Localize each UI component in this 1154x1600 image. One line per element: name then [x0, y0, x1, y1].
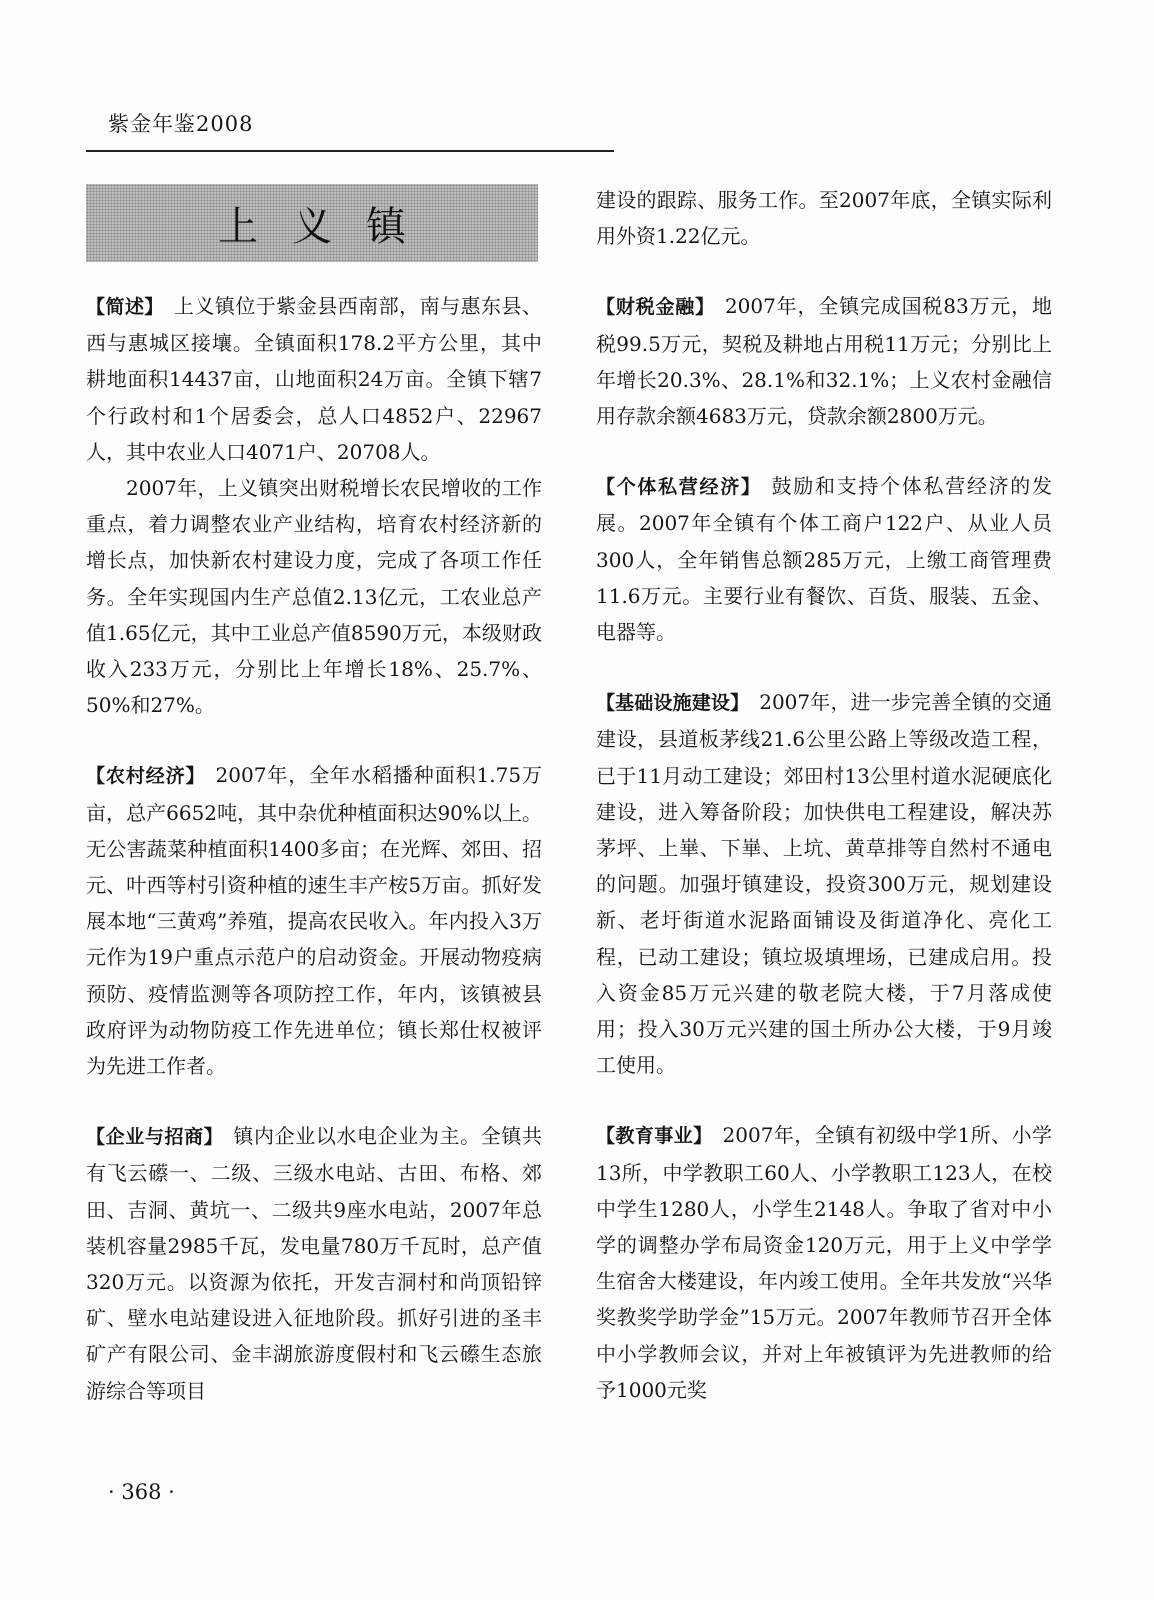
enterprise-text: 镇内企业以水电企业为主。全镇共有飞云礤一、二级、三级水电站、古田、布格、郊田、吉洞、黄坑一、二级共9座水电站，2007年总装机容量2985千瓦，发电量780万千瓦时，总产值320万元。以资源为依托，开发吉洞村和尚顶铅锌矿、壁水电站建设进入征地阶段。抓好引进的圣丰矿产有限公司、金丰湖旅游度假村和飞云礤生态旅游综合等项目 [86, 1124, 542, 1403]
left-column [86, 288, 542, 1409]
header-rule [86, 150, 614, 152]
summary-paragraph [86, 288, 542, 470]
private-economy-label: 【个体私营经济】 [596, 476, 762, 499]
enterprise-label: 【企业与招商】 [86, 1126, 224, 1149]
right-column [596, 182, 1052, 1408]
private-economy-text: 鼓励和支持个体私营经济的发展。2007年全镇有个体工商户122户、从业人员300人，全年销售总额285万元，上缴工商管理费11.6万元。主要行业有餐饮、百货、服装、五金、电器等。 [596, 474, 1052, 645]
summary-text: 上义镇位于紫金县西南部，南与惠东县、西与惠城区接壤。全镇面积178.2平方公里，其中耕地面积14437亩，山地面积24万亩。全镇下辖7个行政村和1个居委会，总人口4852户、22967人，其中农业人口4071户、20708人。 [86, 294, 542, 464]
finance-text: 2007年，全镇完成国税83万元，地税99.5万元，契税及耕地占用税11万元；分别比上年增长20.3%、28.1%和32.1%；上义农村金融信用存款余额4683万元，贷款余额2800万元。 [596, 294, 1052, 429]
page-number: · 368 · [108, 1480, 175, 1504]
rural-economy-label: 【农村经济】 [86, 765, 206, 788]
summary-paragraph-2: 2007年，上义镇突出财税增长农民增收的工作重点，着力调整农业产业结构，培育农村经济新的增长点，加快新农村建设力度，完成了各项工作任务。全年实现国内生产总值2.13亿元，工农业总产值1.65亿元，其中工业总产值8590万元，本级财政收入233万元，分别比上年增长18%、25.7%、50%和27%。 [86, 476, 542, 718]
education-label: 【教育事业】 [596, 1125, 713, 1148]
summary-label: 【简述】 [86, 296, 164, 318]
finance-label: 【财税金融】 [596, 296, 715, 319]
infrastructure-label: 【基础设施建设】 [596, 692, 750, 715]
private-economy-paragraph [596, 468, 1052, 650]
continuation-paragraph: 建设的跟踪、服务工作。至2007年底，全镇实际利用外资1.22亿元。 [596, 188, 1052, 249]
finance-paragraph [596, 288, 1052, 434]
running-head: 紫金年鉴2008 [108, 112, 254, 136]
infrastructure-text: 2007年，进一步完善全镇的交通建设，县道板茅线21.6公里公路上等级改造工程，已于11月动工建设；郊田村13公里村道水泥硬底化建设，进入筹备阶段；加快供电工程建设，解决苏茅坪、上崋、下崋、上坑、黄草排等自然村不通电的问题。加强圩镇建设，投资300万元，规划建设新、老圩街道水泥路面铺设及街道净化、亮化工程，已动工建设；镇垃圾填埋场，已建成启用。投入资金85万元兴建的敬老院大楼，于7月落成使用；投入30万元兴建的国土所办公大楼，于9月竣工使用。 [596, 690, 1052, 1078]
rural-economy-text: 2007年，全年水稻播种面积1.75万亩，总产6652吨，其中杂优种植面积达90%以上。无公害蔬菜种植面积1400多亩；在光辉、郊田、招元、叶西等村引资种植的速生丰产桉5万亩。抓好发展本地“三黄鸡”养殖，提高农民收入。年内投入3万元作为19户重点示范户的启动资金。开展动物疫病预防、疫情监测等各项防控工作，年内，该镇被县政府评为动物防疫工作先进单位；镇长郑仕权被评为先进工作者。 [86, 763, 542, 1079]
section-title: 上义镇 [218, 203, 440, 250]
education-paragraph [596, 1117, 1052, 1408]
enterprise-paragraph [86, 1118, 542, 1409]
rural-economy-paragraph [86, 757, 542, 1084]
section-title-banner [86, 184, 538, 262]
education-text: 2007年，全镇有初级中学1所、小学13所，中学教职工60人、小学教职工123人，在校中学生1280人，小学生2148人。争取了省对中小学的调整办学布局资金120万元，用于上义中学学生宿舍大楼建设，年内竣工使用。全年共发放“兴华奖教奖学助学金”15万元。2007年教师节召开全体中小学教师会议，并对上年被镇评为先进教师的给予1000元奖 [596, 1123, 1052, 1402]
infrastructure-paragraph [596, 684, 1052, 1083]
